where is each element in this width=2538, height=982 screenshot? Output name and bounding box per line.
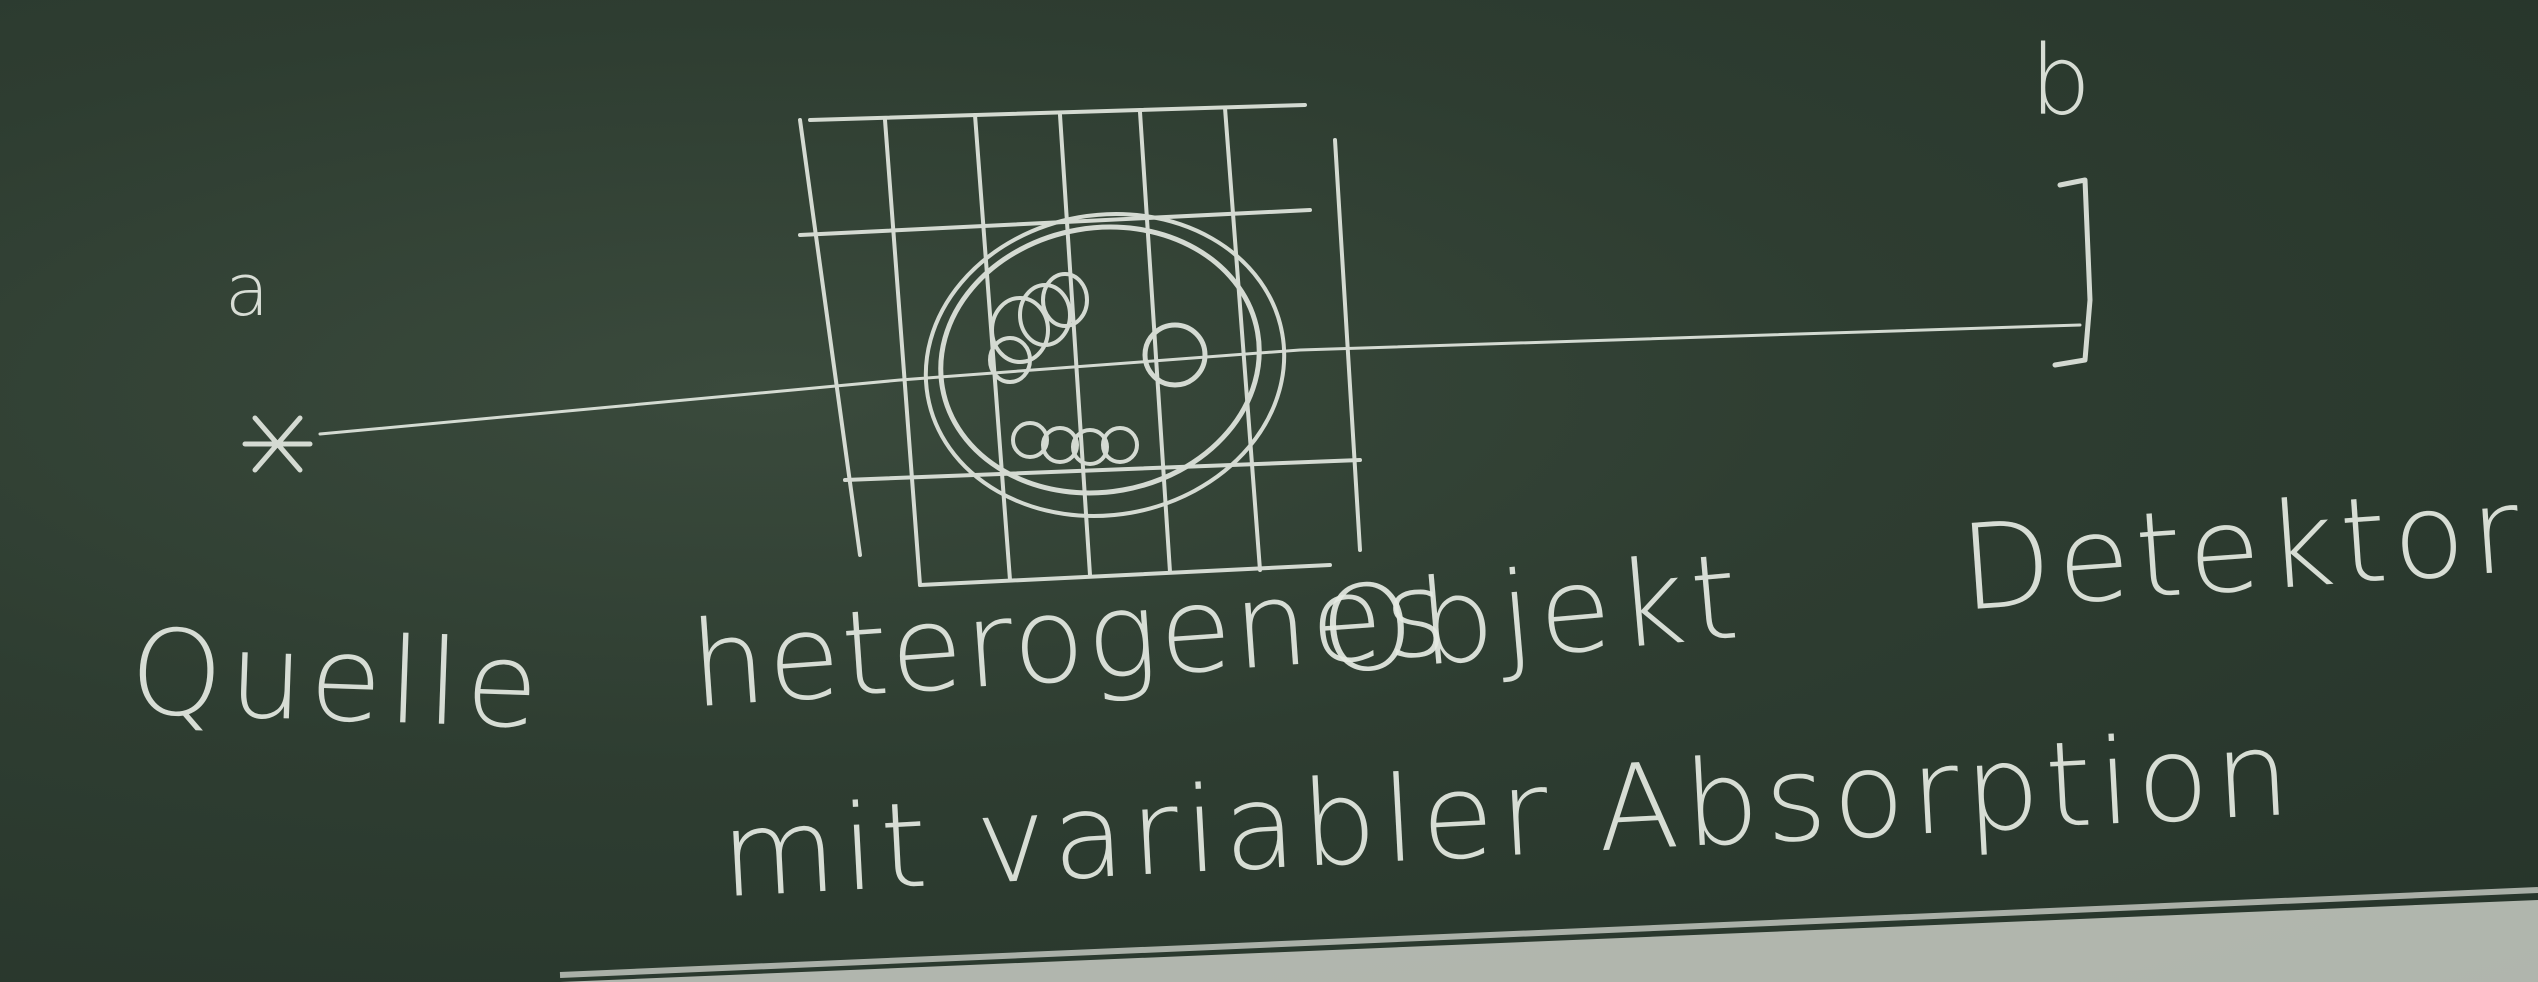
source-star-icon bbox=[245, 418, 310, 470]
voxel-grid bbox=[800, 105, 1360, 585]
label-quelle: Quelle bbox=[127, 602, 547, 756]
label-a: a bbox=[225, 248, 276, 332]
label-absorption: mit variabler Absorption bbox=[717, 703, 2299, 925]
label-objekt: Objekt bbox=[1314, 526, 1749, 702]
label-heterogenes: heterogenes bbox=[686, 543, 1453, 735]
inclusion-chain bbox=[1013, 423, 1137, 464]
label-detektor: Detektor bbox=[1955, 460, 2530, 638]
label-b: b bbox=[2030, 25, 2097, 137]
detector-bracket bbox=[2055, 180, 2090, 365]
